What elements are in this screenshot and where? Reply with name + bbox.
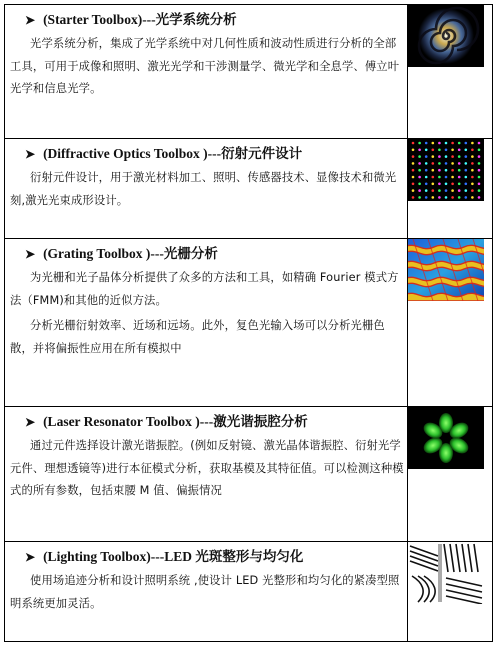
section-title-text: (Lighting Toolbox)---LED 光斑整形与均匀化 [43,549,304,564]
section-paragraph: 衍射元件设计，用于激光材料加工、照明、传感器技术、显像技术和微光刻,激光光束成形设计。 [10,171,397,207]
section-paragraph: 使用场追迹分析和设计照明系统 ,使设计 LED 光整形和均匀化的紧凑型照明系统更加灵活。 [10,574,400,610]
section-title [5,542,407,566]
table-row [5,407,493,542]
section-text-cell [5,239,408,407]
section-paragraph: 通过元件选择设计激光谐振腔。(例如反射镜、激光晶体谐振腔、衍射光学元件、理想透镜等)进行本征模式分析，获取基模及其特征值。可以检测这种模式的所有参数，包括束腰 M 值、偏振情况 [10,439,404,497]
resonator-mode-pattern-icon [408,407,484,469]
diffraction-dot-grid-icon [408,139,484,201]
arrow-bullet-icon: ➤ [25,415,36,429]
led-freeform-pattern-icon [408,542,484,604]
arrow-bullet-icon: ➤ [25,247,36,261]
table-row [5,139,493,239]
section-image-cell [408,407,493,542]
table-row [5,239,493,407]
section-title-text: (Diffractive Optics Toolbox )---衍射元件设计 [43,146,303,161]
section-text-cell [5,542,408,642]
arrow-bullet-icon: ➤ [25,147,36,161]
table-row [5,5,493,139]
toolbox-table [4,4,493,642]
table-row [5,542,493,642]
section-paragraph: 光学系统分析，集成了光学系统中对几何性质和波动性质进行分析的全部工具，可用于成像和照明、激光光学和干涉测量学、微光学和全息学、傅立叶光学和信息光学。 [10,37,400,95]
section-text-cell [5,139,408,239]
section-paragraph: 分析光栅衍射效率、近场和远场。此外，复色光输入场可以分析光栅色散，并将偏振性应用在所有模拟中 [10,319,385,355]
section-title-text: (Starter Toolbox)---光学系统分析 [43,12,237,27]
section-image-cell [408,542,493,642]
section-image-cell [408,5,493,139]
section-title [5,5,407,29]
section-title [5,139,407,163]
section-title-text: (Grating Toolbox )---光栅分析 [43,246,218,261]
section-title [5,239,407,263]
section-text-cell [5,407,408,542]
section-title-text: (Laser Resonator Toolbox )---激光谐振腔分析 [43,414,308,429]
section-title [5,407,407,431]
arrow-bullet-icon: ➤ [25,550,36,564]
spiral-interference-pattern-icon [408,5,484,67]
section-image-cell [408,139,493,239]
section-image-cell [408,239,493,407]
section-text-cell [5,5,408,139]
arrow-bullet-icon: ➤ [25,13,36,27]
section-paragraph: 为光栅和光子晶体分析提供了众多的方法和工具，如精确 Fourier 模式方法（FMM)和其他的近似方法。 [10,271,399,307]
grating-field-map-icon [408,239,484,301]
